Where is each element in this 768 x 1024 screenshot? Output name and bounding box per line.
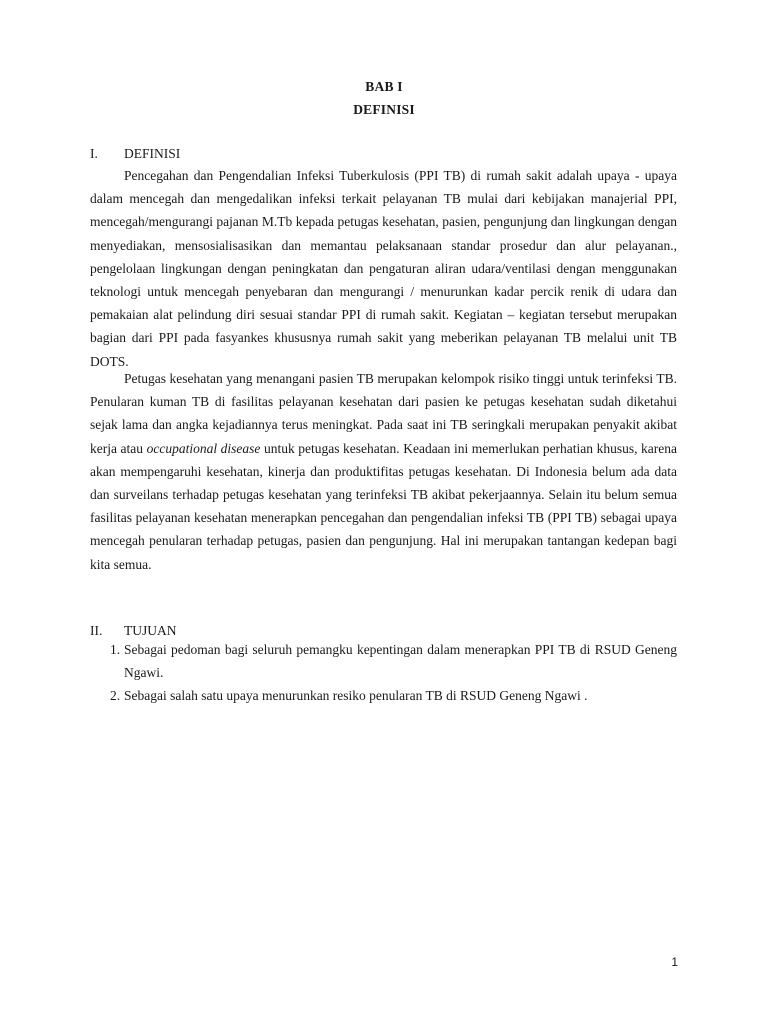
- section-number: II.: [90, 623, 103, 638]
- paragraph-text: untuk petugas kesehatan. Keadaan ini memerlukan perhatian khusus, karena akan mempengaruhi kesehatan, kinerja dan produktifitas petugas kesehatan. Di Indonesia belum ada data dan surveilans terhadap petugas kesehatan yang terinfeksi TB akibat pekerjaannya. Selain itu belum semua fasilitas pelayanan kesehatan menerapkan pencegahan dan pengendalian infeksi TB (PPI TB) sebagai upaya mencegah penularan terhadap petugas, pasien dan pengunjung. Hal ini merupakan tantangan kedepan bagi kita semua.: [90, 440, 678, 572]
- section-heading-definisi: [90, 146, 180, 162]
- chapter-title: DEFINISI: [353, 102, 415, 117]
- section-number: I.: [90, 146, 98, 161]
- paragraph-text: Petugas kesehatan yang menangani pasien TB merupakan kelompok risiko tinggi untuk terinfeksi TB. Penularan kuman TB di fasilitas pelayanan kesehatan dari pasien ke petugas kesehatan sudah diketahui sejak lama dan angka kejadiannya terus meningkat. Pada saat ini TB seringkali merupakan penyakit akibat kerja atau: [90, 371, 677, 456]
- page-number: 1: [671, 955, 678, 969]
- definition-paragraph-2: [90, 367, 677, 576]
- list-item-text: Sebagai pedoman bagi seluruh pemangku kepentingan dalam menerapkan PPI TB di RSUD Geneng Ngawi.: [124, 642, 677, 681]
- chapter-label: BAB I: [365, 79, 403, 94]
- list-item-text: Sebagai salah satu upaya menurunkan resiko penularan TB di RSUD Geneng Ngawi .: [124, 688, 588, 704]
- list-item: [90, 684, 677, 707]
- section-title: DEFINISI: [124, 146, 181, 161]
- goal-list: [90, 638, 677, 708]
- definition-paragraph-1: Pencegahan dan Pengendalian Infeksi Tuberkulosis (PPI TB) di rumah sakit adalah upaya - upaya dalam mencegah dan mengedalikan infeksi terkait pelayanan TB mulai dari kebijakan manajerial PPI, mencegah/mengurangi pajanan M.Tb kepada petugas kesehatan, pasien, pengunjung dan lingkungan dengan menyediakan, mensosialisasikan dan memantau pelaksanaan standar prosedur dan alur pelayanan., pengelolaan lingkungan dengan peningkatan dan pengaturan aliran udara/ventilasi dengan menggunakan teknologi untuk mencegah penyebaran dan mengurangi / menurunkan kadar percik renik di udara dan pemakaian alat pelindung diri sesuai standar PPI di rumah sakit. Kegiatan – kegiatan tersebut merupakan bagian dari PPI pada fasyankes khususnya rumah sakit yang meberikan pelayanan TB melalui unit TB DOTS.: [90, 168, 677, 369]
- section-heading-tujuan: [90, 623, 177, 639]
- list-item: [90, 638, 677, 684]
- paragraph-italic-term: occupational disease: [146, 440, 261, 456]
- list-item-number: 2.: [110, 688, 121, 704]
- section-title: TUJUAN: [124, 623, 177, 638]
- list-item-number: 1.: [110, 642, 121, 657]
